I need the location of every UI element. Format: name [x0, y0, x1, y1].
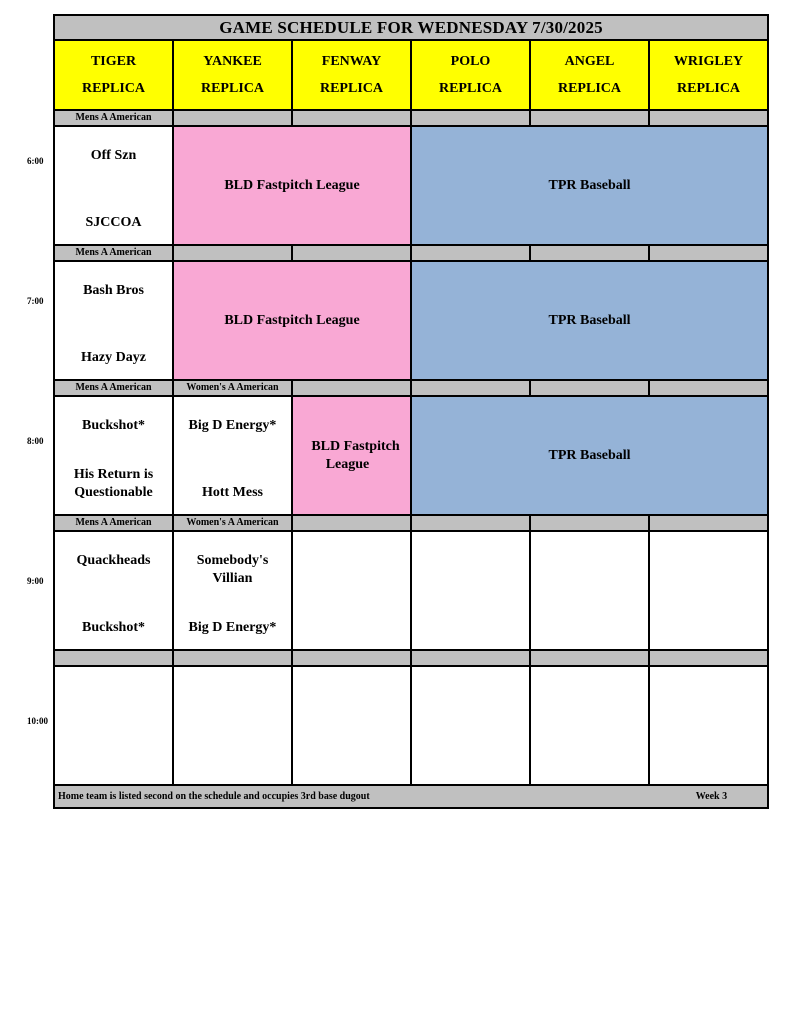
division-cell: [292, 515, 411, 531]
field-sub: REPLICA: [81, 81, 145, 96]
time-label: 9:00: [27, 576, 44, 586]
division-cell: [173, 650, 292, 666]
division-label: Mens A American: [54, 110, 173, 126]
division-cell: [292, 380, 411, 396]
away-team: Big D Energy*: [188, 418, 277, 433]
field-sub: REPLICA: [557, 81, 621, 96]
division-cell: [292, 650, 411, 666]
game-cell-yankee-900: [173, 531, 292, 650]
division-cell: [649, 650, 768, 666]
footer-note: Home team is listed second on the schedule and occupies 3rd base dugout: [58, 791, 370, 802]
league-label: BLD Fastpitch League: [224, 312, 360, 328]
empty-game-cell: [292, 531, 411, 650]
division-cell: [411, 650, 530, 666]
league-label: BLD Fastpitch League: [224, 177, 360, 193]
field-header-tiger: [54, 40, 173, 110]
bld-league-block: [173, 126, 411, 245]
empty-game-cell: [649, 531, 768, 650]
field-sub: REPLICA: [677, 81, 741, 96]
away-team: Buckshot*: [81, 418, 146, 433]
tpr-league-block: [411, 396, 768, 515]
home-team: Hazy Dayz: [81, 350, 146, 365]
time-label: 10:00: [27, 716, 48, 726]
league-label: TPR Baseball: [548, 312, 631, 328]
home-team: Big D Energy*: [188, 620, 277, 635]
division-label: Women's A American: [173, 515, 292, 531]
field-sub: REPLICA: [319, 81, 383, 96]
time-label: 7:00: [27, 296, 44, 306]
game-cell-yankee-800: [173, 396, 292, 515]
home-team: His Return is Questionable: [73, 467, 154, 500]
schedule-table: [53, 14, 769, 809]
empty-game-cell: [411, 531, 530, 650]
field-header-wrigley: [649, 40, 768, 110]
field-name: ANGEL: [564, 54, 615, 69]
field-header-angel: [530, 40, 649, 110]
division-cell: [530, 110, 649, 126]
home-team: Hott Mess: [201, 485, 264, 500]
division-cell: [530, 650, 649, 666]
division-cell: [54, 650, 173, 666]
division-cell: [530, 380, 649, 396]
division-cell: [292, 245, 411, 261]
empty-game-cell: [530, 666, 649, 785]
division-cell: [411, 110, 530, 126]
empty-game-cell: [173, 666, 292, 785]
division-cell: [173, 245, 292, 261]
tpr-league-block: [411, 126, 768, 245]
division-cell: [292, 110, 411, 126]
division-cell: [649, 380, 768, 396]
bld-league-block: [173, 261, 411, 380]
field-name: WRIGLEY: [673, 54, 744, 69]
division-label: Mens A American: [54, 245, 173, 261]
division-cell: [411, 380, 530, 396]
division-cell: [530, 245, 649, 261]
empty-game-cell: [54, 666, 173, 785]
division-cell: [649, 110, 768, 126]
field-header-polo: [411, 40, 530, 110]
tpr-league-block: [411, 261, 768, 380]
schedule-sheet: [53, 14, 767, 809]
field-name: YANKEE: [203, 54, 262, 69]
game-cell-tiger-900: [54, 531, 173, 650]
field-header-fenway: [292, 40, 411, 110]
empty-game-cell: [649, 666, 768, 785]
week-label: Week 3: [695, 791, 728, 802]
game-cell-tiger-800: [54, 396, 173, 515]
division-cell: [649, 515, 768, 531]
field-header-yankee: [173, 40, 292, 110]
field-name: FENWAY: [321, 54, 382, 69]
league-label: TPR Baseball: [548, 447, 631, 463]
time-label: 8:00: [27, 436, 44, 446]
division-cell: [411, 515, 530, 531]
field-name: TIGER: [90, 54, 137, 69]
empty-game-cell: [292, 666, 411, 785]
empty-game-cell: [411, 666, 530, 785]
time-label: 6:00: [27, 156, 44, 166]
bld-league-block: [292, 396, 411, 515]
footer-bar: [54, 785, 768, 808]
league-label: TPR Baseball: [548, 177, 631, 193]
field-sub: REPLICA: [200, 81, 264, 96]
away-team: Quackheads: [76, 553, 151, 568]
away-team: Bash Bros: [83, 283, 144, 298]
home-team: Buckshot*: [81, 620, 146, 635]
game-cell-tiger-600: [54, 126, 173, 245]
league-label: BLD Fastpitch League: [311, 438, 400, 472]
division-cell: [411, 245, 530, 261]
away-team: Off Szn: [90, 148, 137, 163]
home-team: SJCCOA: [85, 215, 142, 230]
division-label: Women's A American: [173, 380, 292, 396]
division-cell: [173, 110, 292, 126]
division-cell: [649, 245, 768, 261]
division-label: Mens A American: [54, 380, 173, 396]
empty-game-cell: [530, 531, 649, 650]
division-cell: [530, 515, 649, 531]
division-label: Mens A American: [54, 515, 173, 531]
game-cell-tiger-700: [54, 261, 173, 380]
page-title: GAME SCHEDULE FOR WEDNESDAY 7/30/2025: [54, 15, 768, 40]
field-name: POLO: [450, 54, 491, 69]
away-team: Somebody's Villian: [196, 553, 269, 586]
field-sub: REPLICA: [438, 81, 502, 96]
